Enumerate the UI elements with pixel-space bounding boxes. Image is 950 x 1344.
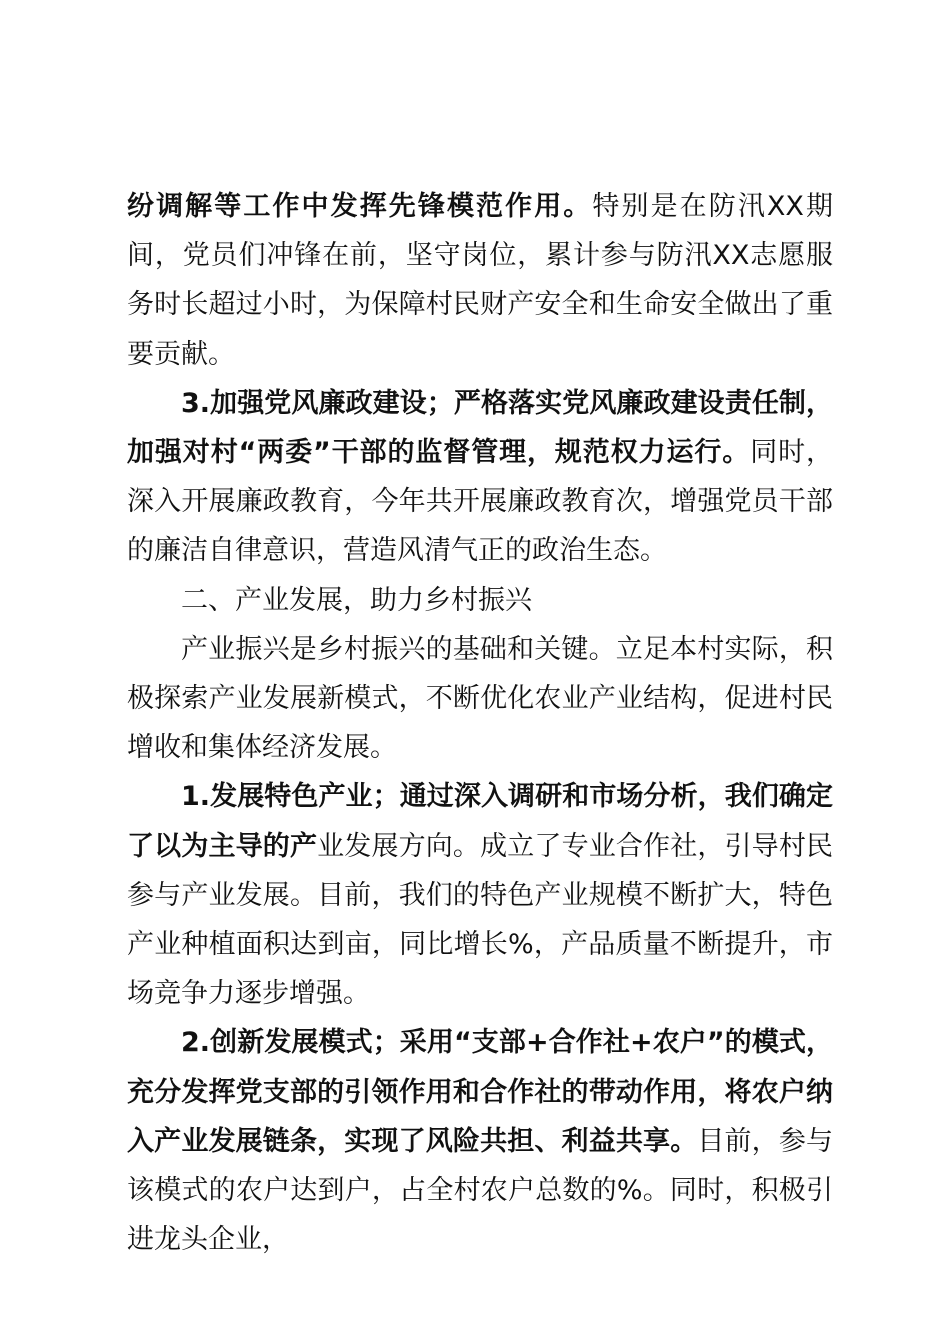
bold-lead: 1.发展特色产业；通过深入调研和市场分析，我们确定了以为主导的产	[127, 781, 833, 862]
paragraph-text: 同时，深入开展廉政教育，今年共开展廉政教育次，增强党员干部的廉洁自律意识，营造风清气正的政治生态。	[127, 437, 834, 567]
heading-text: 二、产业发展，助力乡村振兴	[181, 584, 532, 616]
paragraph-intro	[127, 625, 833, 773]
paragraph-continuation	[127, 182, 833, 379]
bold-lead: 2.创新发展模式；采用“支部+合作社+农户”的模式，充分发挥党支部的引领作用和合作社的带动作用，将农户纳入产业发展链条，实现了风险共担、利益共享。	[127, 1027, 833, 1157]
bold-lead: 3.加强党风廉政建设；严格落实党风廉政建设责任制，加强对村“两委”干部的监督管理，规范权力运行。	[127, 387, 833, 469]
paragraph-special-industry	[127, 772, 833, 1018]
bold-lead: 纷调解等工作中发挥先锋模范作用。	[127, 191, 593, 222]
paragraph-text: 业发展方向。成立了专业合作社，引导村民参与产业发展。目前，我们的特色产业规模不断扩大，特色产业种植面积达到亩，同比增长%，产品质量不断提升，市场竞争力逐步增强。	[127, 830, 834, 1010]
body-text	[127, 182, 833, 1264]
paragraph-text: 目前，参与该模式的农户达到户，占全村农户总数的%。同时，积极引进龙头企业，	[127, 1125, 833, 1256]
paragraph-text: 特别是在防汛XX期间，党员们冲锋在前，坚守岗位，累计参与防汛XX志愿服务时长超过小时，为保障村民财产安全和生命安全做出了重要贡献。	[127, 191, 833, 370]
paragraph-development-model	[127, 1018, 833, 1264]
paragraph-text: 产业振兴是乡村振兴的基础和关键。立足本村实际，积极探索产业发展新模式，不断优化农业产业结构，促进村民增收和集体经济发展。	[127, 633, 833, 764]
paragraph-integrity	[127, 379, 833, 576]
section-heading	[127, 576, 833, 625]
